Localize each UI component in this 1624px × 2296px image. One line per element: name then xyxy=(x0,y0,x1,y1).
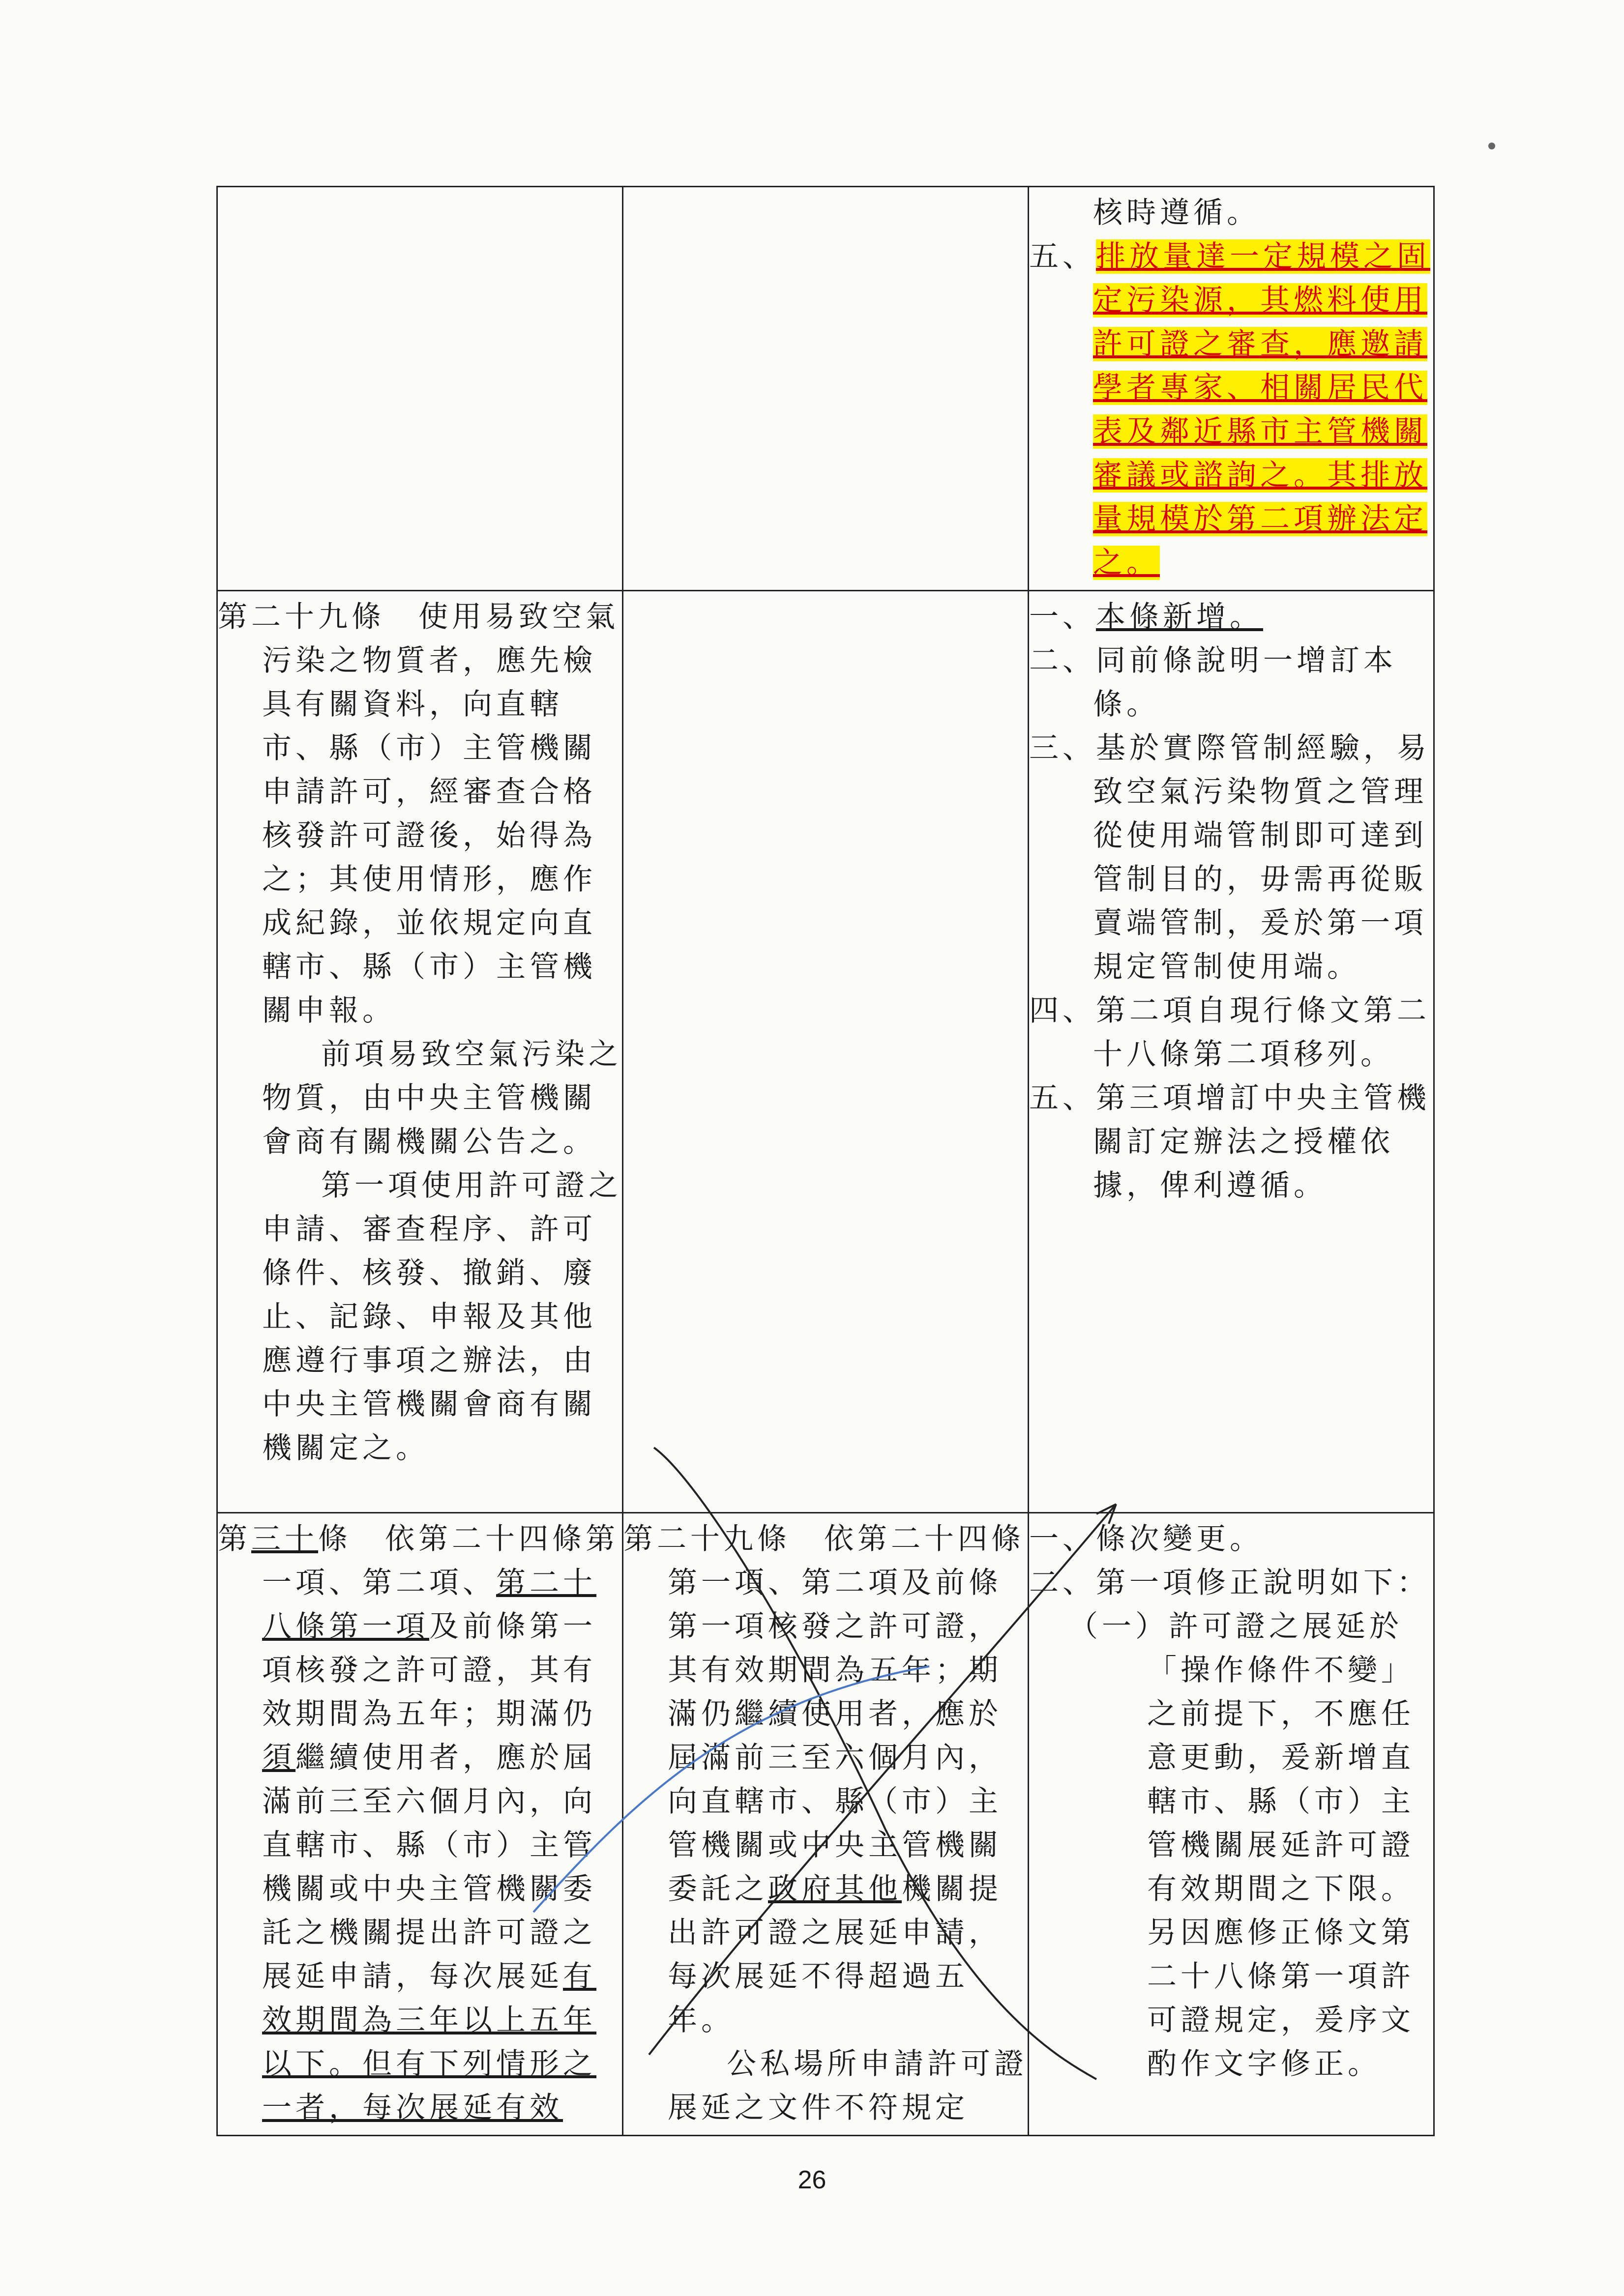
page-number: 26 xyxy=(797,2166,827,2194)
explanation-continuation: 核時遵循。 xyxy=(1093,196,1260,230)
explanation-item-2: 二、第一項修正說明如下： xyxy=(1029,1566,1430,1600)
article-29-paragraph-2: 前項易致空氣污染之物質，由中央主管機關會商有關機關公告之。 xyxy=(262,1037,622,1159)
table-row xyxy=(217,591,1434,1513)
explanation-item-4: 四、第二項自現行條文第二十八條第二項移列。 xyxy=(1029,993,1430,1072)
article-29-current-paragraph-2: 公私場所申請許可證展延之文件不符規定 xyxy=(668,2047,1028,2125)
explanation-item-5: 五、排放量達一定規模之固定污染源，其燃料使用許可證之審查，應邀請學者專家、相關居民代表及鄰近縣市主管機關審議或諮詢之。其排放量規模於第二項辦法定之。 xyxy=(1029,239,1430,580)
explanation-cell xyxy=(1029,591,1434,1513)
scan-speck xyxy=(1488,143,1495,149)
article-29-current-paragraph-1: 第二十九條 依第二十四條第一項、第二項及前條第一項核發之許可證，其有效期間為五年；期滿仍繼續使用者，應於屆滿前三至六個月內，向直轄市、縣（市）主管機關或中央主管機關委託之政府其他機關提出許可證之展延申請，每次展延不得超過五年。 xyxy=(623,1522,1025,2037)
comparison-table xyxy=(216,186,1435,2136)
explanation-item-2: 二、同前條說明一增訂本條。 xyxy=(1029,643,1397,722)
amended-article-cell xyxy=(217,187,623,591)
article-29-paragraph-1: 第二十九條 使用易致空氣污染之物質者，應先檢具有關資料，向直轄市、縣（市）主管機關申請許可，經審查合格核發許可證後，始得為之；其使用情形，應作成紀錄，並依規定向直轄市、縣（市）主管機關申報。 xyxy=(218,600,619,1028)
current-article-cell xyxy=(623,1513,1029,2136)
amended-article-cell xyxy=(217,591,623,1513)
table-row xyxy=(217,1513,1434,2136)
current-article-cell xyxy=(623,591,1029,1513)
explanation-cell xyxy=(1029,187,1434,591)
explanation-cell xyxy=(1029,1513,1434,2136)
explanation-item-5: 五、第三項增訂中央主管機關訂定辦法之授權依據，俾利遵循。 xyxy=(1029,1081,1430,1203)
amended-article-cell xyxy=(217,1513,623,2136)
explanation-item-3: 三、基於實際管制經驗，易致空氣污染物質之管理從使用端管制即可達到管制目的，毋需再從販賣端管制，爰於第一項規定管制使用端。 xyxy=(1029,731,1430,984)
table-row xyxy=(217,187,1434,591)
current-article-cell xyxy=(623,187,1029,591)
explanation-item-1: 一、條次變更。 xyxy=(1029,1522,1263,1556)
article-30-paragraph-1: 第三十條 依第二十四條第一項、第二項、第二十八條第一項及前條第一項核發之許可證，其有效期間為五年；期滿仍須繼續使用者，應於屆滿前三至六個月內，向直轄市、縣（市）主管機關或中央主管機關委託之機關提出許可證之展延申請，每次展延有效期間為三年以上五年以下。但有下列情形之一者，每次展延有效 xyxy=(218,1522,619,2125)
highlighted-text: 排放量達一定規模之固定污染源，其燃料使用許可證之審查，應邀請學者專家、相關居民代表及鄰近縣市主管機關審議或諮詢之。其排放量規模於第二項辦法定之。 xyxy=(1093,239,1430,580)
explanation-subitem-1: （一）許可證之展延於「操作條件不變」之前提下，不應任意更動，爰新增直轄市、縣（市）主管機關展延許可證有效期間之下限。另因應修正條文第二十八條第一項許可證規定，爰序文酌作文字修正。 xyxy=(1068,1609,1415,2081)
explanation-item-1: 一、本條新增。 xyxy=(1029,600,1263,634)
article-29-paragraph-3: 第一項使用許可證之申請、審查程序、許可條件、核發、撤銷、廢止、記錄、申報及其他應遵行事項之辦法，由中央主管機關會商有關機關定之。 xyxy=(262,1168,622,1465)
